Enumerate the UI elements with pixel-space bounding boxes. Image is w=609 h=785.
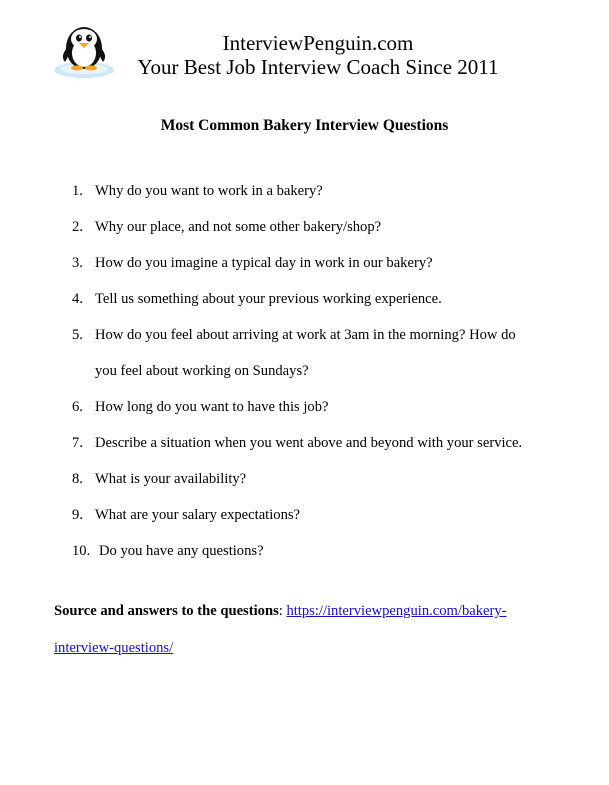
list-item-number: 9.	[72, 507, 83, 523]
list-item-number: 5.	[72, 327, 83, 343]
source-link-part2[interactable]: interview-questions/	[54, 640, 174, 656]
list-item	[72, 533, 572, 569]
list-item-text: How long do you want to have this job?	[95, 399, 329, 415]
penguin-logo-icon	[52, 20, 116, 80]
list-item-text: What are your salary expectations?	[95, 507, 301, 523]
list-item-number: 3.	[72, 255, 83, 271]
list-item-text: Describe a situation when you went above and beyond with your service.	[95, 435, 523, 451]
source-link-part1[interactable]: https://interviewpenguin.com/bakery-	[286, 603, 507, 619]
list-item-number: 7.	[72, 435, 83, 451]
list-item-text: How do you feel about arriving at work at 3am in the morning? How do	[95, 327, 516, 343]
list-item-number: 2.	[72, 219, 83, 235]
list-item	[72, 461, 572, 497]
list-item	[72, 281, 572, 317]
list-item-text: Tell us something about your previous working experience.	[95, 291, 442, 307]
list-item-text: How do you imagine a typical day in work in our bakery?	[95, 255, 433, 271]
source-paragraph	[54, 593, 564, 667]
list-item-text: Why do you want to work in a bakery?	[95, 183, 323, 199]
question-list	[72, 173, 572, 569]
list-item-number: 10.	[72, 543, 91, 559]
page-title: Most Common Bakery Interview Questions	[160, 117, 449, 134]
list-item-number: 8.	[72, 471, 83, 487]
list-item	[72, 389, 572, 425]
list-item-text: What is your availability?	[95, 471, 247, 487]
source-label: Source and answers to the questions	[54, 603, 279, 619]
list-item-number: 4.	[72, 291, 83, 307]
site-tagline: Your Best Job Interview Coach Since 2011	[137, 55, 499, 79]
list-item	[72, 245, 572, 281]
list-item-text: Why our place, and not some other bakery/shop?	[95, 219, 382, 235]
list-item	[72, 209, 572, 245]
list-item-continuation: you feel about working on Sundays?	[95, 363, 309, 379]
list-item-number: 1.	[72, 183, 83, 199]
list-item-text: Do you have any questions?	[99, 543, 264, 559]
list-item-number: 6.	[72, 399, 83, 415]
source-separator: :	[278, 603, 287, 619]
site-name: InterviewPenguin.com	[222, 31, 414, 55]
list-item	[72, 317, 572, 389]
site-header	[118, 31, 518, 79]
list-item	[72, 497, 572, 533]
list-item	[72, 425, 572, 461]
list-item	[72, 173, 572, 209]
